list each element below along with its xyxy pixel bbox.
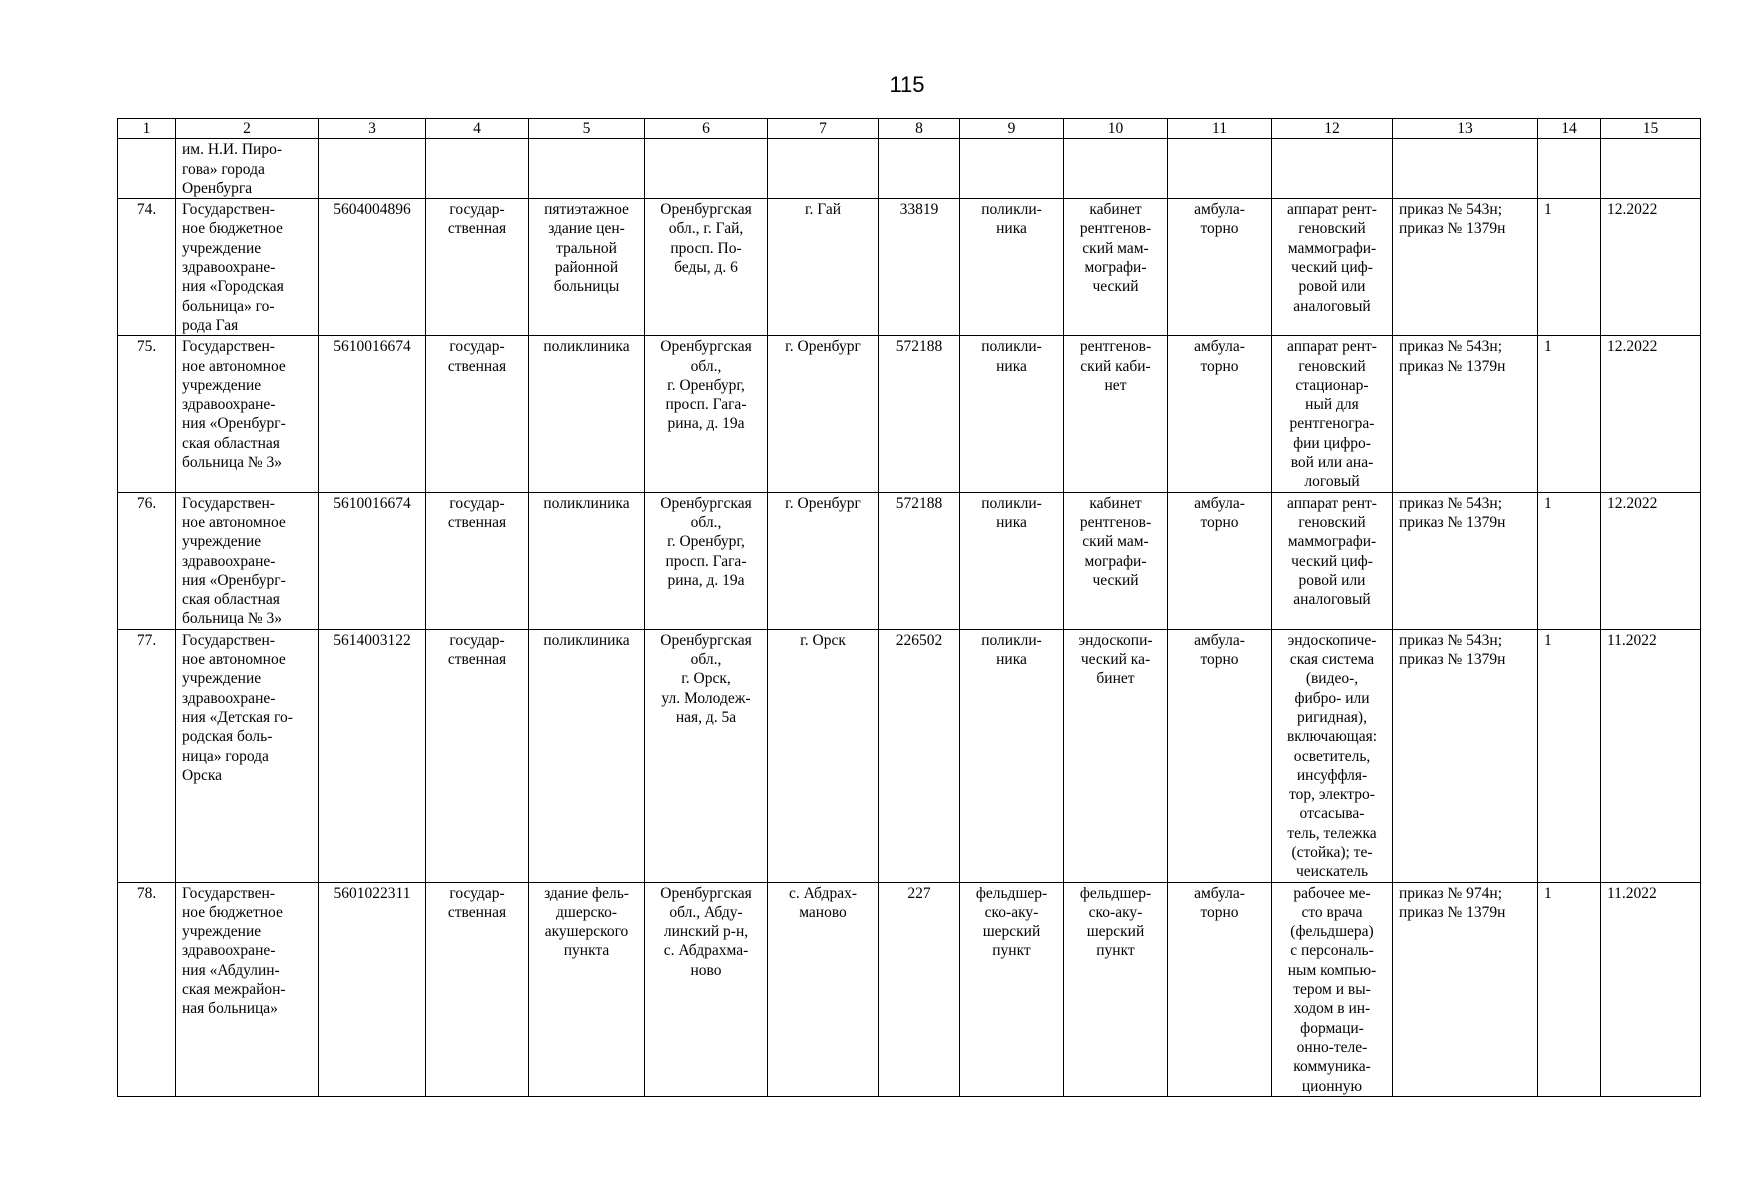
cell-care-mode: амбула- торно <box>1168 336 1272 492</box>
cell-unit: поликли- ника <box>960 199 1064 336</box>
cell-building: поликлиника <box>529 336 645 492</box>
column-header: 2 <box>176 119 319 139</box>
cell-locality: г. Оренбург <box>768 492 879 629</box>
cell-building: поликлиника <box>529 629 645 882</box>
cell-population: 33819 <box>879 199 960 336</box>
cell-date: 12.2022 <box>1601 492 1701 629</box>
cell-organization: Государствен- ное автономное учреждение здравоохране- ния «Оренбург- ская областная больница № 3» <box>176 492 319 629</box>
cell-quantity: 1 <box>1538 199 1601 336</box>
cell-locality: г. Оренбург <box>768 336 879 492</box>
cell-quantity: 1 <box>1538 492 1601 629</box>
cell-care-mode: амбула- торно <box>1168 492 1272 629</box>
cell-order: приказ № 974н; приказ № 1379н <box>1393 882 1538 1096</box>
cell-number: 75. <box>118 336 176 492</box>
cell-inn: 5614003122 <box>319 629 426 882</box>
page-number: 115 <box>889 72 925 97</box>
cell-care-mode: амбула- торно <box>1168 199 1272 336</box>
cell-number: 77. <box>118 629 176 882</box>
cell-care-mode: амбула- торно <box>1168 629 1272 882</box>
cell-empty <box>1064 139 1168 199</box>
cell-quantity: 1 <box>1538 629 1601 882</box>
cell-address: Оренбургская обл., Абду- линский р-н, с. Абдрахма- ново <box>645 882 768 1096</box>
cell-ownership-form: государ- ственная <box>426 629 529 882</box>
table-row <box>118 336 1701 492</box>
column-header: 6 <box>645 119 768 139</box>
cell-order: приказ № 543н; приказ № 1379н <box>1393 199 1538 336</box>
cell-room: эндоскопи- ческий ка- бинет <box>1064 629 1168 882</box>
column-header: 9 <box>960 119 1064 139</box>
column-number-row <box>118 119 1701 139</box>
column-header: 5 <box>529 119 645 139</box>
cell-equipment: рабочее ме- сто врача (фельдшера) с персональ- ным компью- тером и вы- ходом в ин- формаци- онно-теле- коммуника- ционную <box>1272 882 1393 1096</box>
cell-ownership-form: государ- ственная <box>426 492 529 629</box>
cell-empty <box>529 139 645 199</box>
cell-equipment: аппарат рент- геновский маммографи- ческий циф- ровой или аналоговый <box>1272 199 1393 336</box>
cell-population: 226502 <box>879 629 960 882</box>
cell-ownership-form: государ- ственная <box>426 199 529 336</box>
cell-unit: поликли- ника <box>960 629 1064 882</box>
cell-building: пятиэтажное здание цен- тральной районной больницы <box>529 199 645 336</box>
cell-organization: Государствен- ное бюджетное учреждение здравоохране- ния «Абдулин- ская межрайон- ная больница» <box>176 882 319 1096</box>
column-header: 13 <box>1393 119 1538 139</box>
cell-address: Оренбургская обл., г. Орск, ул. Молодеж- ная, д. 5а <box>645 629 768 882</box>
column-header: 14 <box>1538 119 1601 139</box>
cell-number <box>118 139 176 199</box>
cell-empty <box>319 139 426 199</box>
cell-empty <box>960 139 1064 199</box>
cell-empty <box>426 139 529 199</box>
cell-order: приказ № 543н; приказ № 1379н <box>1393 492 1538 629</box>
cell-empty <box>879 139 960 199</box>
cell-organization: Государствен- ное автономное учреждение здравоохране- ния «Оренбург- ская областная больница № 3» <box>176 336 319 492</box>
cell-empty <box>1168 139 1272 199</box>
cell-date: 11.2022 <box>1601 882 1701 1096</box>
cell-room: кабинет рентгенов- ский мам- мографи- ческий <box>1064 492 1168 629</box>
cell-inn: 5610016674 <box>319 492 426 629</box>
column-header: 8 <box>879 119 960 139</box>
cell-organization: Государствен- ное бюджетное учреждение здравоохране- ния «Городская больница» го- рода Гая <box>176 199 319 336</box>
cell-building: поликлиника <box>529 492 645 629</box>
cell-empty <box>768 139 879 199</box>
cell-room: кабинет рентгенов- ский мам- мографи- ческий <box>1064 199 1168 336</box>
cell-inn: 5610016674 <box>319 336 426 492</box>
cell-inn: 5604004896 <box>319 199 426 336</box>
cell-number: 76. <box>118 492 176 629</box>
cell-date: 12.2022 <box>1601 336 1701 492</box>
table-row <box>118 199 1701 336</box>
cell-empty <box>1393 139 1538 199</box>
column-header: 12 <box>1272 119 1393 139</box>
cell-empty <box>1538 139 1601 199</box>
cell-population: 572188 <box>879 336 960 492</box>
cell-organization: им. Н.И. Пиро- гова» города Оренбурга <box>176 139 319 199</box>
column-header: 15 <box>1601 119 1701 139</box>
table-row <box>118 629 1701 882</box>
cell-address: Оренбургская обл., г. Гай, просп. По- беды, д. 6 <box>645 199 768 336</box>
cell-locality: г. Гай <box>768 199 879 336</box>
cell-empty <box>645 139 768 199</box>
column-header: 10 <box>1064 119 1168 139</box>
cell-quantity: 1 <box>1538 882 1601 1096</box>
cell-order: приказ № 543н; приказ № 1379н <box>1393 629 1538 882</box>
cell-organization: Государствен- ное автономное учреждение здравоохране- ния «Детская го- родская боль- ница» города Орска <box>176 629 319 882</box>
cell-building: здание фель- дшерско- акушерского пункта <box>529 882 645 1096</box>
column-header: 11 <box>1168 119 1272 139</box>
cell-address: Оренбургская обл., г. Оренбург, просп. Гага- рина, д. 19а <box>645 336 768 492</box>
table-row <box>118 882 1701 1096</box>
cell-quantity: 1 <box>1538 336 1601 492</box>
cell-locality: с. Абдрах- маново <box>768 882 879 1096</box>
cell-empty <box>1272 139 1393 199</box>
cell-care-mode: амбула- торно <box>1168 882 1272 1096</box>
registry-table <box>117 118 1701 1097</box>
cell-unit: фельдшер- ско-аку- шерский пункт <box>960 882 1064 1096</box>
cell-unit: поликли- ника <box>960 492 1064 629</box>
cell-date: 11.2022 <box>1601 629 1701 882</box>
cell-room: рентгенов- ский каби- нет <box>1064 336 1168 492</box>
column-header: 1 <box>118 119 176 139</box>
cell-date: 12.2022 <box>1601 199 1701 336</box>
cell-unit: поликли- ника <box>960 336 1064 492</box>
continuation-row <box>118 139 1701 199</box>
cell-room: фельдшер- ско-аку- шерский пункт <box>1064 882 1168 1096</box>
table-row <box>118 492 1701 629</box>
cell-equipment: эндоскопиче- ская система (видео-, фибро- или ригидная), включающая: осветитель, инсуффля- тор, электро- отсасыва- тель, тележка (стойка); те- чеискатель <box>1272 629 1393 882</box>
cell-ownership-form: государ- ственная <box>426 336 529 492</box>
column-header: 7 <box>768 119 879 139</box>
cell-empty <box>1601 139 1701 199</box>
cell-number: 78. <box>118 882 176 1096</box>
cell-ownership-form: государ- ственная <box>426 882 529 1096</box>
cell-inn: 5601022311 <box>319 882 426 1096</box>
column-header: 3 <box>319 119 426 139</box>
cell-equipment: аппарат рент- геновский стационар- ный для рентгеногра- фии цифро- вой или ана- логовый <box>1272 336 1393 492</box>
cell-equipment: аппарат рент- геновский маммографи- ческий циф- ровой или аналоговый <box>1272 492 1393 629</box>
cell-locality: г. Орск <box>768 629 879 882</box>
cell-population: 227 <box>879 882 960 1096</box>
cell-address: Оренбургская обл., г. Оренбург, просп. Гага- рина, д. 19а <box>645 492 768 629</box>
column-header: 4 <box>426 119 529 139</box>
cell-number: 74. <box>118 199 176 336</box>
cell-population: 572188 <box>879 492 960 629</box>
cell-order: приказ № 543н; приказ № 1379н <box>1393 336 1538 492</box>
